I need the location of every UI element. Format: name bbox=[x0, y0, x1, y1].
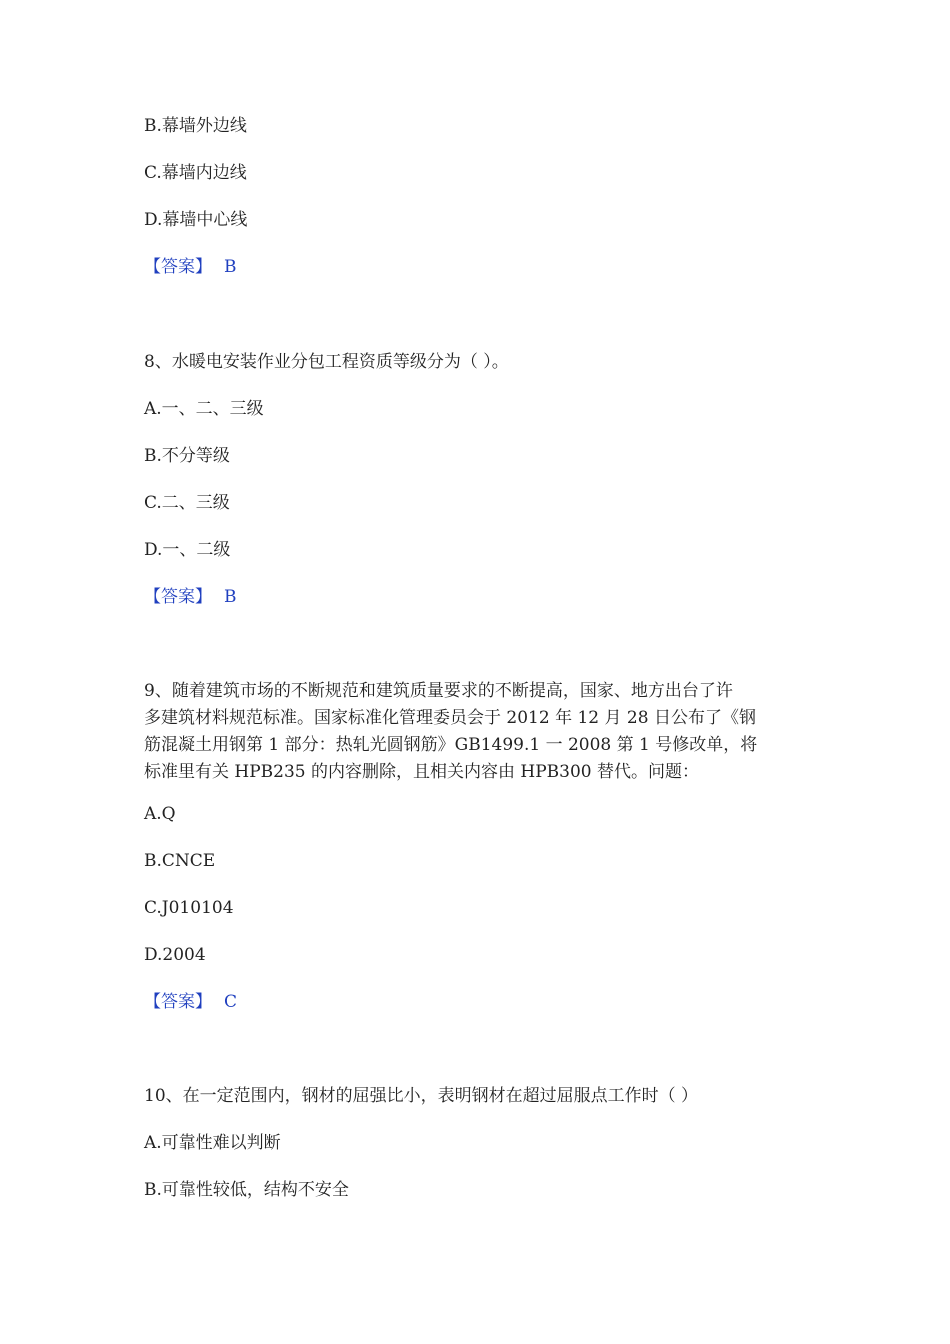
q9-answer-label: 【答案】 bbox=[144, 992, 212, 1012]
q7-option-b: B.幕墙外边线 bbox=[144, 116, 247, 136]
q7-answer-label: 【答案】 bbox=[144, 257, 212, 277]
q9-question bbox=[144, 678, 814, 786]
q10-question: 10、在一定范围内，钢材的屈强比小，表明钢材在超过屈服点工作时（ ） bbox=[144, 1086, 699, 1106]
q7-option-c: C.幕墙内边线 bbox=[144, 163, 247, 183]
q9-option-b: B.CNCE bbox=[144, 851, 216, 871]
q9-question-line: 9、随着建筑市场的不断规范和建筑质量要求的不断提高，国家、地方出台了许 bbox=[144, 681, 733, 701]
q10-option-a: A.可靠性难以判断 bbox=[144, 1133, 281, 1153]
q9-option-d: D.2004 bbox=[144, 945, 206, 965]
q8-answer-value: B bbox=[224, 587, 237, 607]
q7-option-d: D.幕墙中心线 bbox=[144, 210, 248, 230]
q9-question-line: 多建筑材料规范标准。国家标准化管理委员会于 2012 年 12 月 28 日公布了《钢 bbox=[144, 708, 756, 728]
q10-option-b: B.可靠性较低，结构不安全 bbox=[144, 1180, 349, 1200]
q8-option-b: B.不分等级 bbox=[144, 446, 230, 466]
q9-question-line: 标准里有关 HPB235 的内容删除，且相关内容由 HPB300 替代。问题： bbox=[144, 762, 700, 782]
q8-option-c: C.二、三级 bbox=[144, 493, 230, 513]
q9-answer bbox=[144, 990, 237, 1014]
q8-answer-label: 【答案】 bbox=[144, 587, 212, 607]
q7-answer bbox=[144, 255, 237, 279]
q9-answer-value: C bbox=[224, 992, 238, 1012]
q8-option-d: D.一、二级 bbox=[144, 540, 231, 560]
q9-option-c: C.J010104 bbox=[144, 898, 234, 918]
q8-option-a: A.一、二、三级 bbox=[144, 399, 264, 419]
q8-question: 8、水暖电安装作业分包工程资质等级分为（ ）。 bbox=[144, 352, 509, 372]
q7-answer-value: B bbox=[224, 257, 237, 277]
q8-answer bbox=[144, 585, 237, 609]
q9-option-a: A.Q bbox=[144, 804, 176, 824]
q9-question-line: 筋混凝土用钢第 1 部分：热轧光圆钢筋》GB1499.1 一 2008 第 1 号修改单，将 bbox=[144, 735, 758, 755]
